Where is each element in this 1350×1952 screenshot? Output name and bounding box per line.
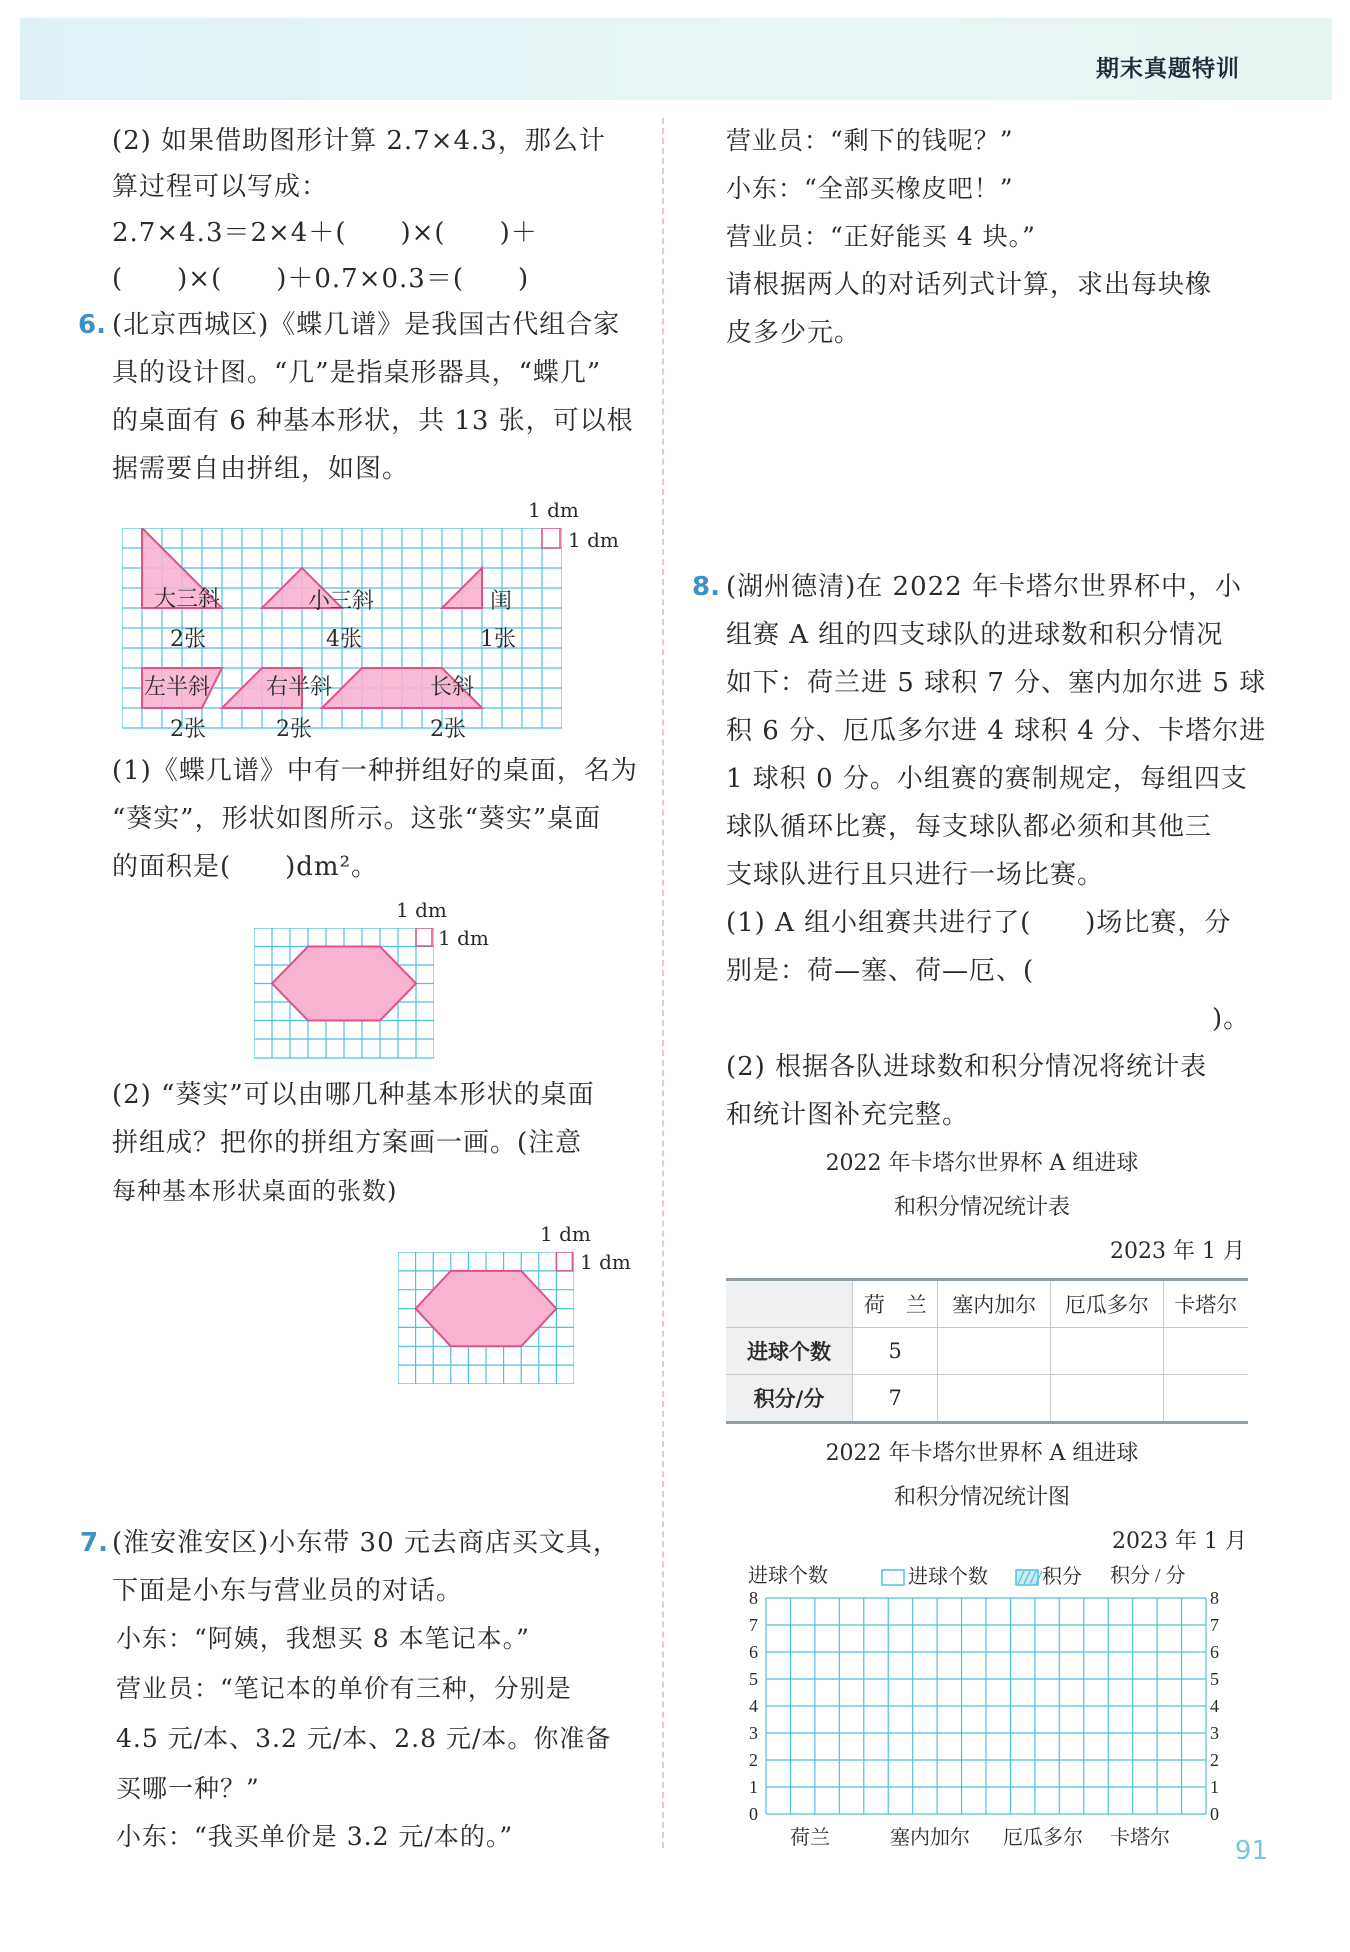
table-row [726,1375,1248,1423]
question-6-number: 6. [78,310,106,340]
legend-label-points: 积分 [1042,1566,1082,1588]
page-header-title: 期末真题特训 [1096,56,1240,82]
q8-part1-line3: )。 [1212,1004,1251,1034]
legend-label-goals: 进球个数 [908,1566,988,1588]
shape-count-small-triangle: 4张 [326,627,362,652]
table-cell [1051,1375,1164,1423]
shape-label-left-half: 左半斜 [144,675,211,700]
chart-right-tick-label: 4 [1210,1696,1219,1716]
q8-part1-line2: 别是：荷—塞、荷—厄、( [726,956,1035,986]
table-corner-cell [726,1280,853,1328]
chart-right-tick-label: 3 [1210,1723,1219,1743]
q8-part2-line1: (2) 根据各队进球数和积分情况将统计表 [726,1052,1208,1082]
chart-title-line1: 2022 年卡塔尔世界杯 A 组进球 [825,1441,1139,1466]
q8-line2: 组赛 A 组的四支球队的进球数和积分情况 [726,620,1224,650]
table-cell: 5 [853,1328,938,1375]
q7-cont-line3: 营业员：“正好能买 4 块。” [726,222,1036,251]
table-cell: 7 [853,1375,938,1423]
chart-right-tick-label: 2 [1210,1750,1219,1770]
chart-right-tick-label: 6 [1210,1642,1219,1662]
q8-line3: 如下：荷兰进 5 球积 7 分、塞内加尔进 5 球 [726,668,1267,698]
q6-line4: 据需要自由拼组，如图。 [112,454,410,484]
shape-count-gui: 1张 [480,627,516,652]
q8-line4: 积 6 分、厄瓜多尔进 4 球积 4 分、卡塔尔进 [726,716,1267,746]
table-date: 2023 年 1 月 [1110,1239,1245,1264]
stats-table [726,1278,1248,1424]
table-title-line1: 2022 年卡塔尔世界杯 A 组进球 [825,1151,1139,1176]
shape-label-big-triangle: 大三斜 [154,587,221,612]
chart-category-label: 厄瓜多尔 [1003,1827,1083,1849]
table-header-row [726,1280,1248,1328]
q6-line3: 的桌面有 6 种基本形状，共 13 张，可以根 [112,406,634,436]
goals-points-chart [738,1562,1238,1856]
table-header-cell: 厄瓜多尔 [1051,1280,1164,1328]
q6-part1-line3: 的面积是( )dm²。 [112,852,379,882]
q5-part2-line4: ( )×( )＋0.7×0.3＝( ) [112,264,530,294]
q6-line1: (北京西城区)《蝶几谱》是我国古代组合家 [112,310,621,340]
kuishi2-unit-side: 1 dm [580,1250,631,1274]
q8-part2-line2: 和统计图补充完整。 [726,1100,970,1130]
q7-line3: 小东：“阿姨，我想买 8 本笔记本。” [116,1624,530,1653]
q8-part1-line1: (1) A 组小组赛共进行了( )场比赛，分 [726,908,1232,938]
chart-category-label: 荷兰 [790,1827,830,1849]
table-header-cell: 卡塔尔 [1174,1293,1238,1317]
shape-label-long-slant: 长斜 [430,675,475,700]
chart-right-tick-label: 5 [1210,1669,1219,1689]
q5-part2-line1: (2) 如果借助图形计算 2.7×4.3，那么计 [112,126,606,156]
q5-part2-line2: 算过程可以写成： [112,172,329,202]
chart-right-tick-label: 0 [1210,1804,1219,1824]
q8-line1: (湖州德清)在 2022 年卡塔尔世界杯中，小 [726,572,1242,602]
q7-cont-line1: 营业员：“剩下的钱呢？” [726,126,1014,155]
q7-line6: 买哪一种？” [116,1774,260,1803]
q6-part1-line2: “葵实”，形状如图所示。这张“葵实”桌面 [112,804,602,834]
q7-cont-line5: 皮多少元。 [726,318,862,348]
kuishi-figure-2 [398,1252,574,1384]
chart-title-line2: 和积分情况统计图 [893,1485,1070,1510]
q7-line2: 下面是小东与营业员的对话。 [112,1576,464,1606]
shapes-unit-side: 1 dm [568,528,619,552]
shape-count-right-half: 2张 [276,717,312,742]
shape-count-big-triangle: 2张 [170,627,206,652]
q7-line5: 4.5 元/本、3.2 元/本、2.8 元/本。你准备 [116,1724,612,1753]
chart-left-tick-label: 2 [749,1750,758,1770]
chart-right-axis-label: 积分 / 分 [1110,1565,1186,1587]
chart-left-tick-label: 4 [749,1696,758,1716]
q6-part2-line2: 拼组成？把你的拼组方案画一画。(注意 [112,1128,583,1158]
q6-part2-line1: (2) “葵实”可以由哪几种基本形状的桌面 [112,1080,595,1110]
table-header-cell: 荷 兰 [853,1280,938,1328]
q8-line6: 球队循环比赛，每支球队都必须和其他三 [726,812,1213,842]
chart-left-tick-label: 7 [749,1615,758,1635]
table-row-label: 进球个数 [726,1328,853,1375]
shapes-unit-top: 1 dm [528,498,579,522]
column-divider [662,118,664,1848]
table-header-cell: 塞内加尔 [938,1280,1051,1328]
question-8-number: 8. [692,572,720,602]
shape-label-right-half: 右半斜 [266,675,333,700]
chart-category-label: 卡塔尔 [1110,1827,1170,1849]
table-row [726,1328,1248,1375]
q7-cont-line4: 请根据两人的对话列式计算，求出每块橡 [726,270,1213,300]
table-cell [938,1328,1051,1375]
table-cell [938,1375,1051,1423]
shape-label-small-triangle: 小三斜 [308,589,375,614]
q7-line7: 小东：“我买单价是 3.2 元/本的。” [116,1822,514,1851]
chart-right-tick-label: 1 [1210,1777,1219,1797]
table-row-label: 积分/分 [726,1375,853,1423]
q7-line1: (淮安淮安区)小东带 30 元去商店买文具， [112,1528,620,1558]
kuishi-figure-1 [254,928,434,1060]
table-cell [1163,1328,1248,1375]
kuishi1-unit-side: 1 dm [438,926,489,950]
chart-left-tick-label: 1 [749,1777,758,1797]
q6-part2-line3: 每种基本形状桌面的张数) [112,1177,398,1205]
shape-count-left-half: 2张 [170,717,206,742]
chart-left-axis-label: 进球个数 [748,1565,828,1587]
legend-swatch-goals [882,1570,904,1585]
q7-line4: 营业员：“笔记本的单价有三种，分别是 [116,1674,572,1703]
chart-date: 2023 年 1 月 [1112,1529,1247,1554]
chart-left-tick-label: 8 [749,1588,758,1608]
q6-line2: 具的设计图。“几”是指桌形器具，“蝶几” [112,358,602,388]
page-number: 91 [1234,1836,1268,1866]
chart-right-tick-label: 8 [1210,1588,1219,1608]
table-cell [1051,1328,1164,1375]
question-7-number: 7. [80,1528,108,1558]
table-cell [1163,1375,1248,1423]
chart-left-tick-label: 3 [749,1723,758,1743]
chart-right-tick-label: 7 [1210,1615,1219,1635]
kuishi1-unit-top: 1 dm [396,898,447,922]
chart-left-tick-label: 0 [749,1804,758,1824]
kuishi2-unit-top: 1 dm [540,1222,591,1246]
q8-line5: 1 球积 0 分。小组赛的赛制规定，每组四支 [726,764,1248,794]
q8-line7: 支球队进行且只进行一场比赛。 [726,860,1105,890]
chart-left-tick-label: 6 [749,1642,758,1662]
chart-category-label: 塞内加尔 [890,1827,970,1849]
q5-part2-line3: 2.7×4.3＝2×4＋( )×( )＋ [112,218,538,248]
shape-label-gui: 闺 [490,589,513,614]
q6-part1-line1: (1)《蝶几谱》中有一种拼组好的桌面，名为 [112,756,638,786]
shape-count-long-slant: 2张 [430,717,466,742]
table-title-line2: 和积分情况统计表 [893,1195,1070,1220]
q7-cont-line2: 小东：“全部买橡皮吧！” [726,174,1014,203]
chart-left-tick-label: 5 [749,1669,758,1689]
